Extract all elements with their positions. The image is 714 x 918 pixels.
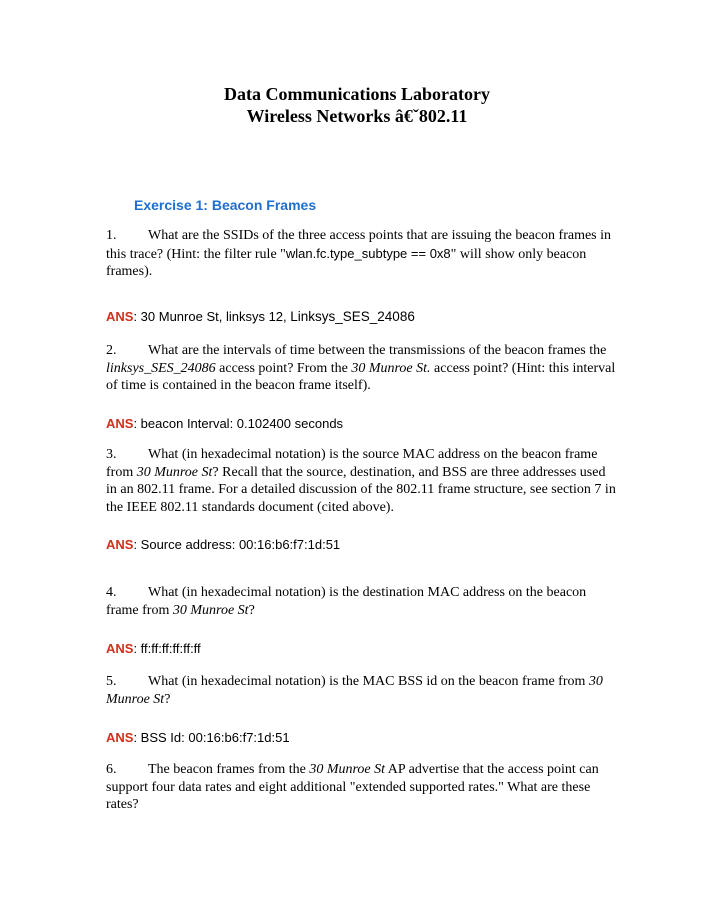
answer-text: : ff:ff:ff:ff:ff:ff: [133, 641, 201, 656]
answer-label: ANS: [106, 309, 134, 324]
question-text: access point? From the: [215, 360, 352, 376]
answer-label: ANS: [106, 641, 134, 656]
document-title: Data Communications Laboratory: [224, 84, 490, 104]
question-emphasis: 30 Munroe St: [136, 464, 213, 480]
answer-text: : BSS Id: 00:16:b6:f7:1d:51: [133, 730, 290, 745]
question-text: The beacon frames from the: [148, 762, 310, 777]
answer-5: [106, 730, 290, 745]
question-text: " will show only beacon frames).: [106, 246, 587, 279]
question-4: [106, 584, 618, 619]
question-6: [106, 761, 618, 814]
answer-text: Linksys_SES_24086: [290, 309, 415, 324]
answer-label: ANS: [106, 416, 134, 431]
answer-3: [106, 537, 340, 552]
question-number: 4.: [106, 585, 117, 600]
document-subtitle: Wireless Networks â€ˇ802.11: [246, 106, 468, 126]
answer-1: [106, 309, 415, 324]
question-text: What (in hexadecimal notation) is the MAC BSS id on the beacon frame from: [148, 674, 589, 689]
question-text: ?: [248, 602, 255, 618]
answer-text: : beacon Interval: 0.102400 seconds: [133, 416, 344, 431]
question-number: 3.: [106, 447, 117, 462]
answer-text: : 30 Munroe St, linksys 12,: [133, 309, 291, 324]
answer-4: [106, 641, 201, 656]
question-text: ?: [164, 691, 171, 707]
question-text: AP advertise that the access point can support four data rates and eight additional "extended supported rates." What are these rates?: [106, 762, 599, 812]
question-number: 6.: [106, 762, 117, 777]
filter-rule: wlan.fc.type_subtype == 0x8: [285, 245, 451, 261]
question-5: [106, 673, 618, 708]
question-text: access point? (Hint: this interval of time is contained in the beacon frame itself).: [106, 360, 616, 393]
question-text: ? Recall that the source, destination, and BSS are three addresses used in an 802.11 frame. For a detailed discussion of the 802.11 frame structure, see section 7 in the IEEE 802.11 standards document (cited above).: [106, 464, 616, 515]
question-1: [106, 227, 618, 281]
question-text: What (in hexadecimal notation) is the destination MAC address on the beacon frame from: [106, 585, 587, 618]
question-2: [106, 342, 618, 395]
question-emphasis: 30 Munroe St: [106, 674, 603, 707]
exercise-heading: Exercise 1: Beacon Frames: [134, 197, 317, 213]
question-text: What (in hexadecimal notation) is the source MAC address on the beacon frame from: [106, 447, 598, 480]
question-text: What are the intervals of time between the transmissions of the beacon frames the: [148, 343, 607, 358]
answer-2: [106, 416, 343, 431]
question-emphasis: 30 Munroe St: [172, 602, 249, 618]
question-3: [106, 446, 618, 516]
question-emphasis: 30 Munroe St: [309, 762, 386, 777]
question-emphasis: 30 Munroe St.: [351, 360, 431, 376]
question-text: What are the SSIDs of the three access points that are issuing the beacon frames in this trace? (Hint: the filter rule ": [106, 228, 612, 262]
question-number: 1.: [106, 228, 117, 243]
question-emphasis: linksys_SES_24086: [106, 360, 216, 376]
question-number: 2.: [106, 343, 117, 358]
question-number: 5.: [106, 674, 117, 689]
answer-text: : Source address: 00:16:b6:f7:1d:51: [133, 537, 341, 552]
answer-label: ANS: [106, 537, 134, 552]
answer-label: ANS: [106, 730, 134, 745]
